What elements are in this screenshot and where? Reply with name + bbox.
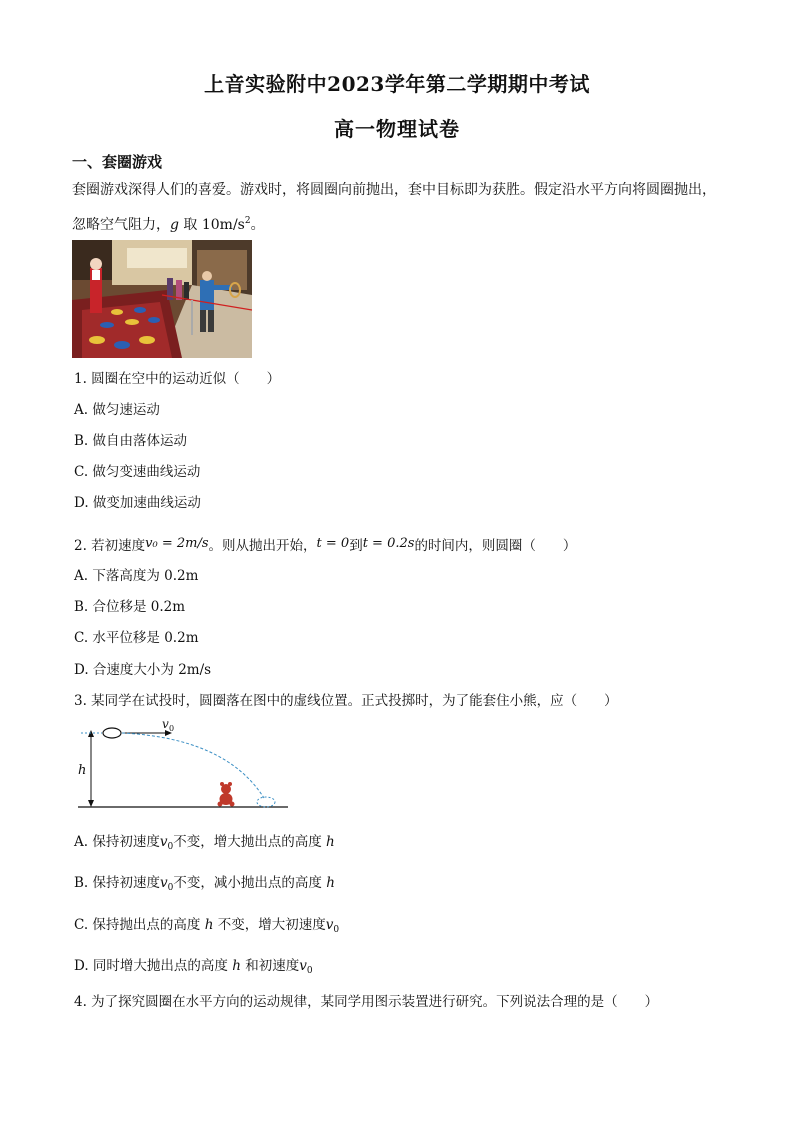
question-1-stem: 1. 圆圈在空中的运动近似（ ） xyxy=(74,371,281,387)
v-symbol: v xyxy=(299,958,307,974)
option-text: B. 保持初速度 xyxy=(74,875,161,891)
intro-line-1: 套圈游戏深得人们的喜爱。游戏时，将圆圈向前抛出，套中目标即为获胜。假定沿水平方向将圆圈抛出， xyxy=(72,182,716,198)
q2-option-d: D. 合速度大小为 2m/s xyxy=(74,662,212,678)
bear-icon xyxy=(218,782,235,807)
q3-option-c xyxy=(74,916,339,939)
initial-velocity-expr: v₀ = 2m/s xyxy=(145,536,209,551)
trajectory-path xyxy=(122,733,264,798)
h-symbol: h xyxy=(326,834,335,850)
end-time-expr: t = 0.2s xyxy=(362,536,415,551)
ring-landing xyxy=(257,797,275,807)
q1-option-a: A. 做匀速运动 xyxy=(74,402,160,418)
option-text: 和初速度 xyxy=(245,958,300,974)
gravity-symbol: g xyxy=(170,217,179,233)
option-text: A. 保持初速度 xyxy=(74,834,160,850)
h-symbol: h xyxy=(204,917,214,933)
q2-stem-part: 2. 若初速度 xyxy=(74,538,146,554)
q1-option-b: B. 做自由落体运动 xyxy=(74,433,188,449)
ring-launch xyxy=(103,728,121,738)
q2-stem-part: 。则从抛出开始， xyxy=(208,538,317,554)
q2-stem-part: 的时间内，则圆圈（ ） xyxy=(414,538,577,554)
option-text: 不变，减小抛出点的高度 xyxy=(173,875,322,891)
q3-option-a xyxy=(74,833,335,856)
v-subscript: 0 xyxy=(306,966,313,976)
option-text: D. 同时增大抛出点的高度 xyxy=(74,958,228,974)
option-text: C. 保持抛出点的高度 xyxy=(74,917,201,933)
v-symbol: v xyxy=(159,834,168,850)
q2-option-b: B. 合位移是 0.2m xyxy=(74,599,186,615)
q1-option-d: D. 做变加速曲线运动 xyxy=(74,495,201,511)
h-label: h xyxy=(78,763,87,778)
option-text: 不变，增大抛出点的高度 xyxy=(173,834,322,850)
q2-option-c: C. 水平位移是 0.2m xyxy=(74,630,199,646)
question-3-stem: 3. 某同学在试投时，圆圈落在图中的虚线位置。正式投掷时，为了能套住小熊，应（ ） xyxy=(74,693,618,709)
v-subscript: 0 xyxy=(167,842,174,852)
exam-subtitle: 高一物理试卷 xyxy=(334,117,460,141)
v-symbol: v xyxy=(160,875,168,891)
q1-option-c: C. 做匀变速曲线运动 xyxy=(74,464,201,480)
question-4-stem: 4. 为了探究圆圈在水平方向的运动规律，某同学用图示装置进行研究。下列说法合理的是（ ） xyxy=(74,994,659,1010)
v-subscript: 0 xyxy=(333,925,340,935)
exam-title: 上音实验附中2023学年第二学期期中考试 xyxy=(204,72,590,96)
q2-stem-part: 到 xyxy=(349,538,363,554)
v0-subscript: 0 xyxy=(169,724,175,733)
v0-label: v xyxy=(162,717,169,731)
option-text: 不变，增大初速度 xyxy=(217,917,326,933)
question-2-stem xyxy=(74,535,576,555)
h-symbol: h xyxy=(232,958,241,974)
intro-end: 。 xyxy=(250,217,265,233)
unit-exponent: 2 xyxy=(244,216,251,226)
v-symbol: v xyxy=(325,917,334,933)
projectile-diagram xyxy=(76,716,292,812)
q3-option-b xyxy=(74,874,335,897)
section-heading: 一、套圈游戏 xyxy=(72,153,163,171)
q3-option-d xyxy=(74,957,313,980)
intro-line-2 xyxy=(72,212,265,234)
v-subscript: 0 xyxy=(167,883,174,893)
ring-toss-photo xyxy=(72,240,252,358)
q2-option-a: A. 下落高度为 0.2m xyxy=(74,568,199,584)
intro-text: 忽略空气阻力， xyxy=(72,217,170,233)
start-time-expr: t = 0 xyxy=(316,536,350,551)
gravity-value: 取 10m/s xyxy=(178,217,245,233)
h-symbol: h xyxy=(326,875,335,891)
